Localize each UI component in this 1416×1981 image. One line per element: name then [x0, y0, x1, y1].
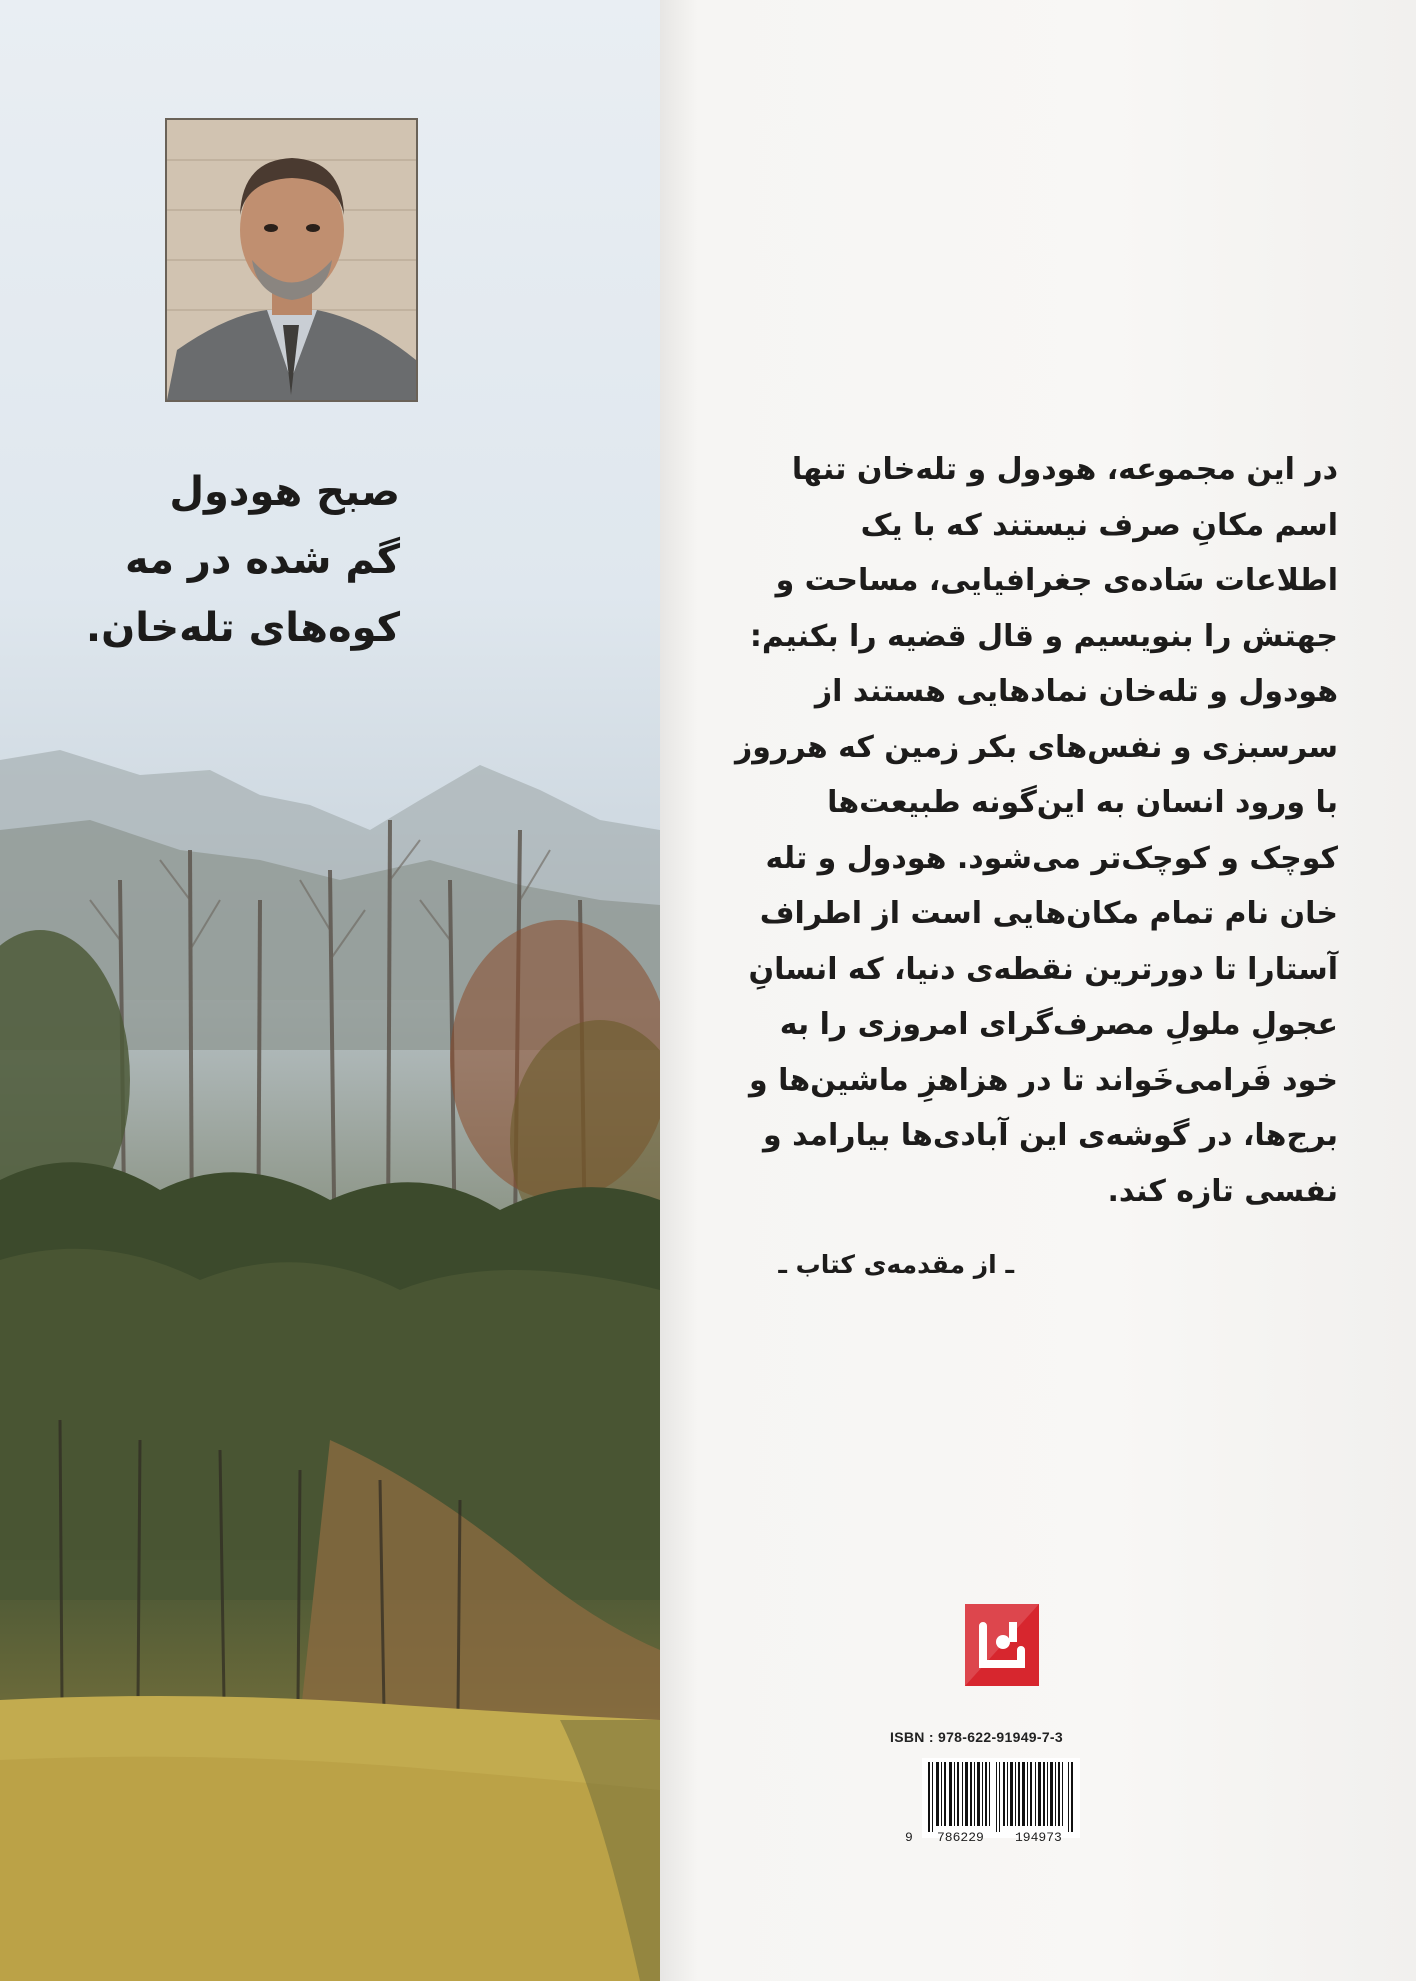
poem — [0, 458, 400, 662]
barcode-digits-right: 194973 — [1015, 1830, 1062, 1845]
blurb-line: خان نام تمام مکان‌هایی است از اطراف — [759, 896, 1338, 931]
barcode-icon — [922, 1758, 1080, 1838]
blurb-line: نفسی تازه کند. — [1107, 1173, 1338, 1209]
poem-line: گم شده در مه — [124, 537, 400, 583]
blurb-line: جهتش را بنویسیم و قال قضیه را بکنیم: — [749, 618, 1338, 654]
blurb-line: خود فَرامی‌خَواند تا در هزاهزِ ماشین‌ها و — [748, 1062, 1338, 1098]
poem-line: کوه‌های تله‌خان. — [85, 605, 400, 651]
author-photo — [165, 118, 418, 402]
isbn-label: ISBN : 978-622-91949-7-3 — [890, 1729, 1063, 1745]
blurb-line: عجولِ ملولِ مصرف‌گرای امروزی را به — [779, 1007, 1338, 1042]
blurb-line: اسم مکانِ صرف نیستند که با یک — [860, 507, 1338, 543]
author-portrait-image — [167, 120, 416, 400]
publisher-logo-icon — [965, 1604, 1039, 1686]
blurb-source: ـ از مقدمه‌ی کتاب ـ — [778, 1250, 1014, 1279]
blurb-line: کوچک و کوچک‌تر می‌شود. هودول و تله — [765, 840, 1338, 876]
blurb-text — [718, 442, 1338, 1219]
blurb-line: اطلاعات سَاده‌ی جغرافیایی، مساحت و — [775, 563, 1338, 598]
blurb-line: با ورود انسان به این‌گونه طبیعت‌ها — [827, 785, 1338, 820]
blurb-line: آستارا تا دورترین نقطه‌ی دنیا، که انسانِ — [748, 951, 1338, 987]
poem-line: صبح هودول — [169, 469, 400, 515]
blurb-line: در این مجموعه، هودول و تله‌خان تنها — [791, 452, 1338, 487]
barcode-digits-left: 786229 — [937, 1830, 984, 1845]
blurb-line: هودول و تله‌خان نمادهایی هستند از — [814, 674, 1338, 709]
blurb-line: برج‌ها، در گوشه‌ی این آبادی‌ها بیارامد و — [763, 1118, 1338, 1153]
barcode-digit-prefix: 9 — [905, 1830, 913, 1845]
blurb-line: سرسبزی و نفس‌های بکر زمین که هرروز — [735, 729, 1338, 765]
